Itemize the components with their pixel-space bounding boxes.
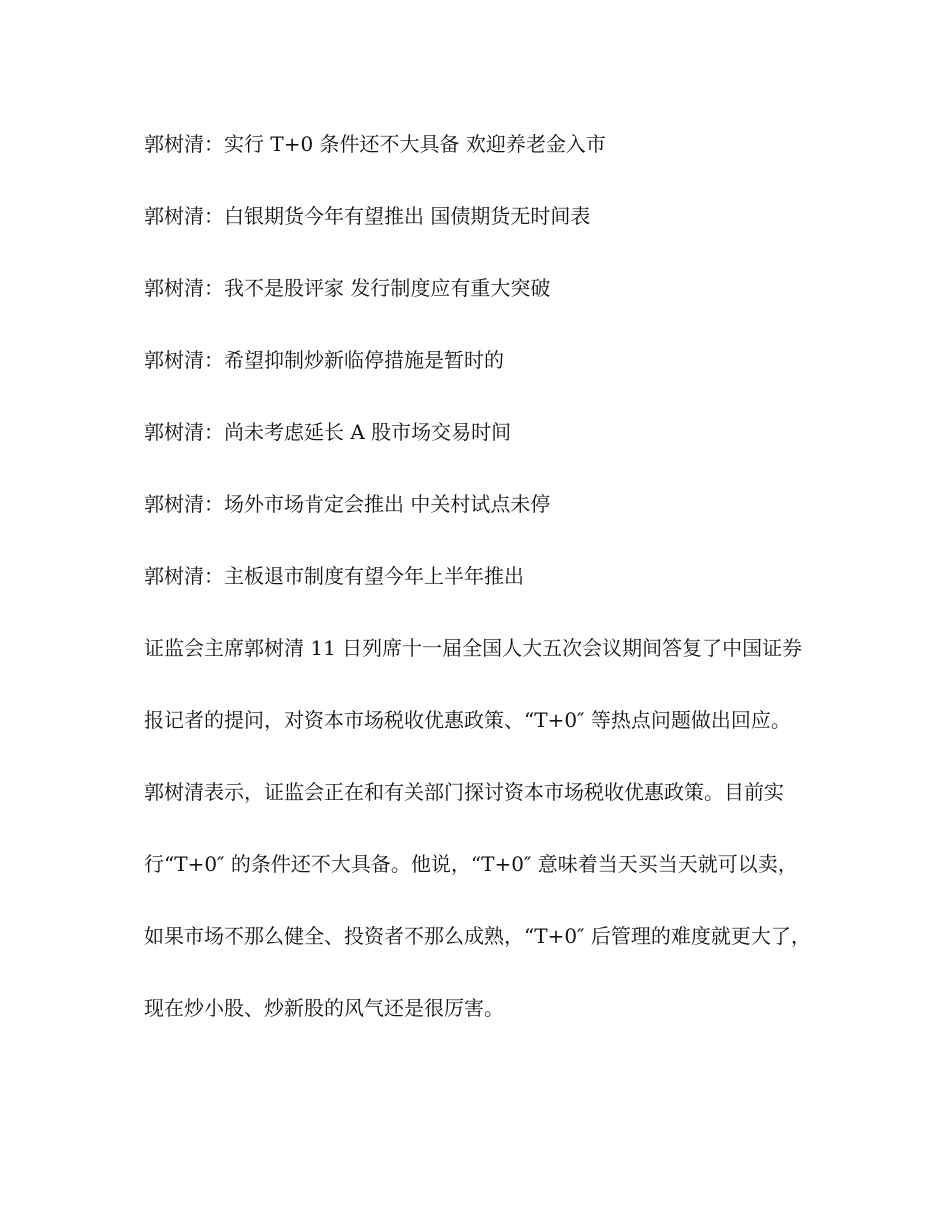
headline: 郭树清：实行 T+0 条件还不大具备 欢迎养老金入市 bbox=[144, 132, 606, 156]
headline: 郭树清：希望抑制炒新临停措施是暂时的 bbox=[144, 348, 504, 372]
headline: 郭树清：我不是股评家 发行制度应有重大突破 bbox=[144, 276, 551, 300]
headline: 郭树清：场外市场肯定会推出 中关村试点未停 bbox=[144, 492, 551, 516]
headline: 郭树清：主板退市制度有望今年上半年推出 bbox=[144, 564, 524, 588]
document-body bbox=[144, 126, 814, 1044]
body-paragraph: 证监会主席郭树清 11 日列席十一届全国人大五次会议期间答复了中国证券报记者的提问，对资本市场税收优惠政策、“T+0″ 等热点问题做出回应。 bbox=[144, 636, 803, 732]
headline-list bbox=[144, 126, 814, 594]
body-paragraph: 郭树清表示，证监会正在和有关部门探讨资本市场税收优惠政策。目前实行“T+0″ 的条件还不大具备。他说，“T+0″ 意味着当天买当天就可以卖，如果市场不那么健全、投资者不那么成熟，“T+0″ 后管理的难度就更大了，现在炒小股、炒新股的风气还是很厉害。 bbox=[144, 780, 811, 1020]
headline: 郭树清：白银期货今年有望推出 国债期货无时间表 bbox=[144, 204, 591, 228]
headline: 郭树清：尚未考虑延长 A 股市场交易时间 bbox=[144, 420, 512, 444]
